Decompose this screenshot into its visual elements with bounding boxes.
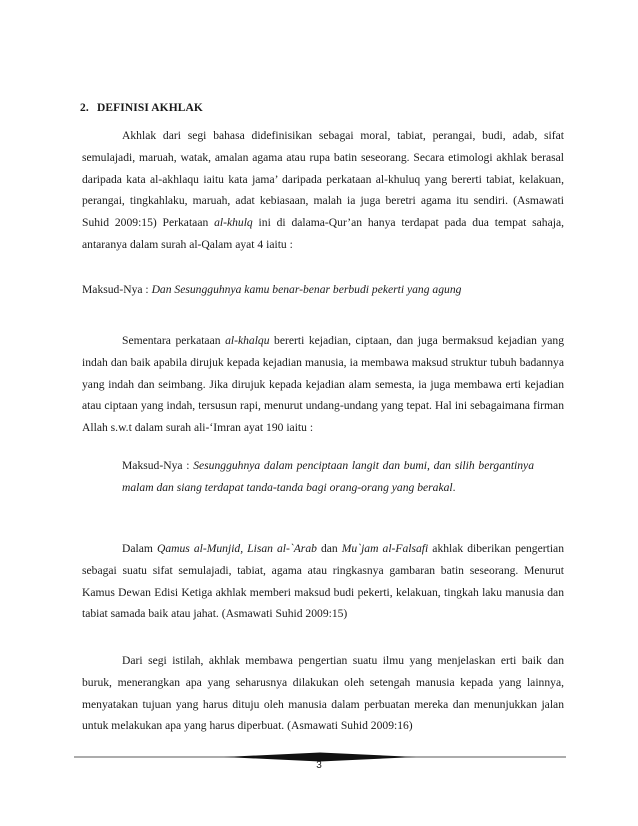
paragraph-meaning-ali-imran: Maksud-Nya : Sesungguhnya dalam penciptaan langit dan bumi, dan silih bergantinya malam dan siang terdapat tanda-tanda bagi orang-orang yang berakal. — [122, 459, 534, 494]
meaning-translation: Sesungguhnya dalam penciptaan langit dan bumi, dan silih bergantinya malam dan siang terdapat tanda-tanda bagi orang-orang yang berakal — [122, 459, 534, 494]
term-al-khalqu: al-khalqu — [225, 334, 270, 347]
meaning-label: Maksud-Nya : — [122, 459, 194, 472]
page-number: 3 — [316, 760, 322, 771]
section-number: 2. — [80, 102, 89, 114]
section-heading — [80, 102, 203, 114]
paragraph-terminology-definition: Dari segi istilah, akhlak membawa pengertian suatu ilmu yang menjelaskan erti baik dan buruk, menerangkan apa yang seharusnya dilakukan oleh setengah manusia kepada yang lainnya, menyatakan tujuan yang harus dituju oleh manusia dalam perbuatan mereka dan menunjukkan jalan untuk melakukan apa yang harus diperbuat. (Asmawati Suhid 2009:16) — [82, 654, 564, 733]
meaning-label: Maksud-Nya : — [82, 283, 152, 296]
section-title: DEFINISI AKHLAK — [96, 102, 203, 114]
paragraph-definition-language: Akhlak dari segi bahasa didefinisikan sebagai moral, tabiat, perangai, budi, adab, sifat semulajadi, maruah, watak, amalan agama atau rupa batin seseorang. Secara etimologi akhlak berasal daripada kata al-akhlaqu iaitu kata jama’ daripada perkataan al-khuluq yang bererti tabiat, kelakuan, perangai, tingkahlaku, maruah, adat kebiasaan, malah ia juga beretri agama itu sendiri. (Asmawati Suhid 2009:15) Perkataan al-khulq ini di dalama-Qur’an hanya terdapat pada dua tempat sahaja, antaranya dalam surah al-Qalam ayat 4 iaitu : — [82, 129, 565, 251]
paragraph-dictionary-definition: Dalam Qamus al-Munjid, Lisan al-`Arab dan Mu`jam al-Falsafi akhlak diberikan pengertian sebagai suatu sifat semulajadi, tabiat, agama atau ringkasnya gambaran batin seseorang. Menurut Kamus Dewan Edisi Ketiga akhlak memberi maksud budi pekerti, kelakuan, tingkah laku manusia dan tabiat samada baik atau jahat. (Asmawati Suhid 2009:15) — [82, 542, 564, 621]
paragraph-al-khalqu: Sementara perkataan al-khalqu bererti kejadian, ciptaan, dan juga bermaksud kejadian yang indah dan baik apabila dirujuk kepada kejadian manusia, ia membawa maksud struktur tubuh badannya yang indah dan seimbang. Jika dirujuk kepada kejadian alam semesta, ia juga membawa erti kejadian atau ciptaan yang indah, tersusun rapi, menurut undang-undang yang tepat. Hal ini sebagaimana firman Allah s.w.t dalam surah ali-‘Imran ayat 190 iaitu : — [82, 334, 565, 435]
meaning-translation: Dan Sesungguhnya kamu benar-benar berbudi pekerti yang agung — [151, 283, 462, 296]
source-mujam: Mu`jam al-Falsafi — [341, 542, 429, 555]
paragraph-meaning-al-qalam — [82, 279, 564, 301]
term-al-khulq: al-khulq — [214, 216, 253, 230]
source-qamus-lisan: Qamus al-Munjid, Lisan al-`Arab — [156, 542, 317, 555]
